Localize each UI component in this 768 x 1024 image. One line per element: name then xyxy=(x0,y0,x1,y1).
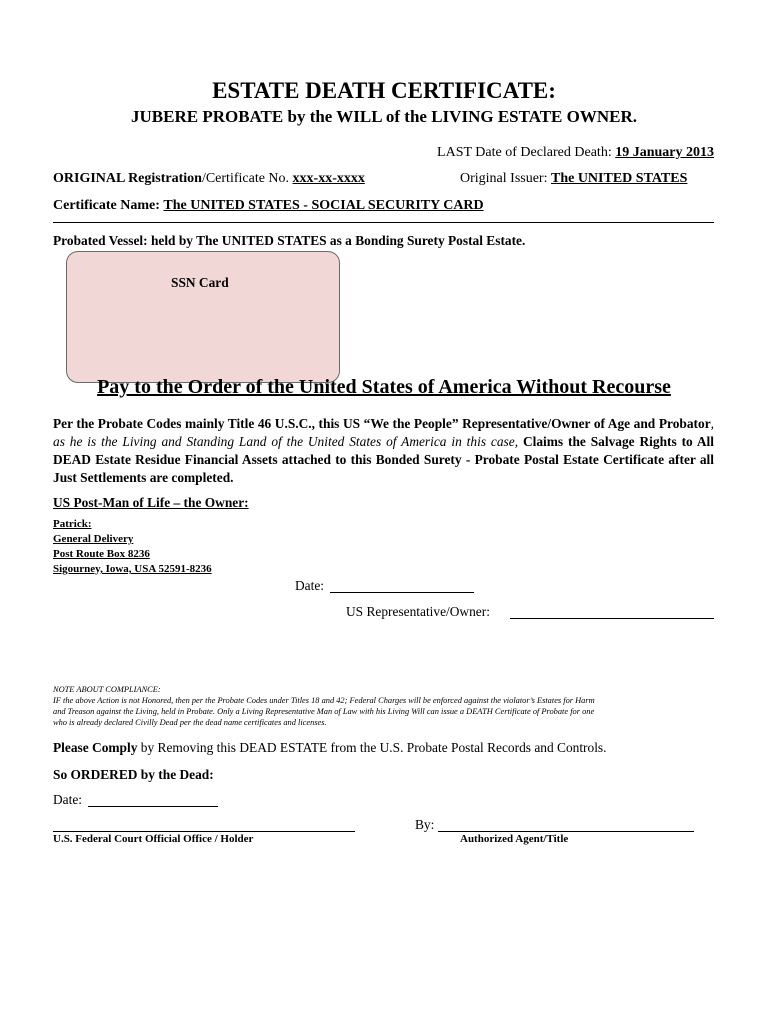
court-signature-line xyxy=(53,831,355,832)
probate-paragraph xyxy=(53,415,714,487)
issuer-value: The UNITED STATES xyxy=(550,171,688,186)
comply-rest: by Removing this DEAD ESTATE from the U.S. Probate Postal Records and Controls. xyxy=(137,740,607,755)
pay-order-heading: Pay to the Order of the United States of America Without Recourse xyxy=(97,376,671,398)
probated-vessel-text: Probated Vessel: held by The UNITED STATES as a Bonding Surety Postal Estate. xyxy=(53,233,526,248)
owner-heading: US Post-Man of Life – the Owner: xyxy=(53,495,249,510)
agent-signature-line xyxy=(438,831,694,832)
page-subtitle: JUBERE PROBATE by the WILL of the LIVING ESTATE OWNER. xyxy=(131,107,637,126)
date-signature-line xyxy=(330,592,474,593)
page-title: ESTATE DEATH CERTIFICATE: xyxy=(212,78,556,103)
ssn-card-label: SSN Card xyxy=(171,275,229,290)
bottom-date-label: Date: xyxy=(53,792,82,807)
owner-address-line: General Delivery xyxy=(53,533,134,545)
date-label: Date: xyxy=(295,578,324,593)
owner-address-line: Sigourney, Iowa, USA 52591-8236 xyxy=(53,563,212,575)
registration-label-bold: ORIGINAL Registration xyxy=(53,171,202,186)
by-label: By: xyxy=(415,817,435,832)
compliance-note-heading: NOTE ABOUT COMPLIANCE: xyxy=(53,685,161,694)
representative-signature-line xyxy=(510,618,714,619)
issuer-row xyxy=(460,171,687,187)
certificate-number: xxx-xx-xxxx xyxy=(292,171,365,186)
issuer-label: Original Issuer: xyxy=(460,171,548,186)
probate-paragraph-part1: Per the Probate Codes mainly Title 46 U.S.C., this US “We the People” Representative/Owner of Age and Probator xyxy=(53,416,711,431)
court-caption: U.S. Federal Court Official Office / Holder xyxy=(53,833,254,845)
compliance-note-line: and Treason against the Living, held in Probate. Only a Living Representative Man of Law with his Living Will can issue a DEATH Certificate of Probate for one xyxy=(53,707,595,716)
compliance-note-line: IF the above Action is not Honored, then per the Probate Codes under Titles 18 and 42; Federal Charges will be enforced against the violator’s Estates for Harm xyxy=(53,696,595,705)
certificate-name-value: The UNITED STATES - SOCIAL SECURITY CARD xyxy=(163,198,484,213)
compliance-note-line: who is already declared Civilly Dead per the dead name certificates and licenses. xyxy=(53,718,327,727)
comply-row xyxy=(53,740,607,756)
probate-paragraph-part3: Claims the Salvage Rights to All DEAD Estate Residue Financial Assets attached to this Bonded Surety - Probate Postal Estate Certificate after all Just Settlements are completed. xyxy=(53,434,715,485)
registration-row xyxy=(53,171,365,187)
certificate-name-row xyxy=(53,198,484,214)
comply-bold: Please Comply xyxy=(53,740,138,755)
header-divider xyxy=(53,222,714,223)
owner-name: Patrick: xyxy=(53,518,92,530)
ordered-heading: So ORDERED by the Dead: xyxy=(53,767,214,782)
compliance-note xyxy=(53,684,714,728)
registration-label-rest: /Certificate No. xyxy=(201,171,290,186)
declared-death-value: 19 January 2013 xyxy=(615,145,714,160)
bottom-date-line xyxy=(88,806,218,807)
representative-label: US Representative/Owner: xyxy=(346,604,490,619)
owner-address-line: Post Route Box 8236 xyxy=(53,548,150,560)
ssn-card-box xyxy=(66,251,340,383)
probate-paragraph-part2: , as he is the Living and Standing Land of the United States of America in this case, xyxy=(53,416,714,449)
declared-death-row xyxy=(437,145,714,161)
declared-death-label: LAST Date of Declared Death: xyxy=(437,145,612,160)
agent-caption: Authorized Agent/Title xyxy=(460,833,569,845)
certificate-name-label: Certificate Name: xyxy=(53,198,160,213)
